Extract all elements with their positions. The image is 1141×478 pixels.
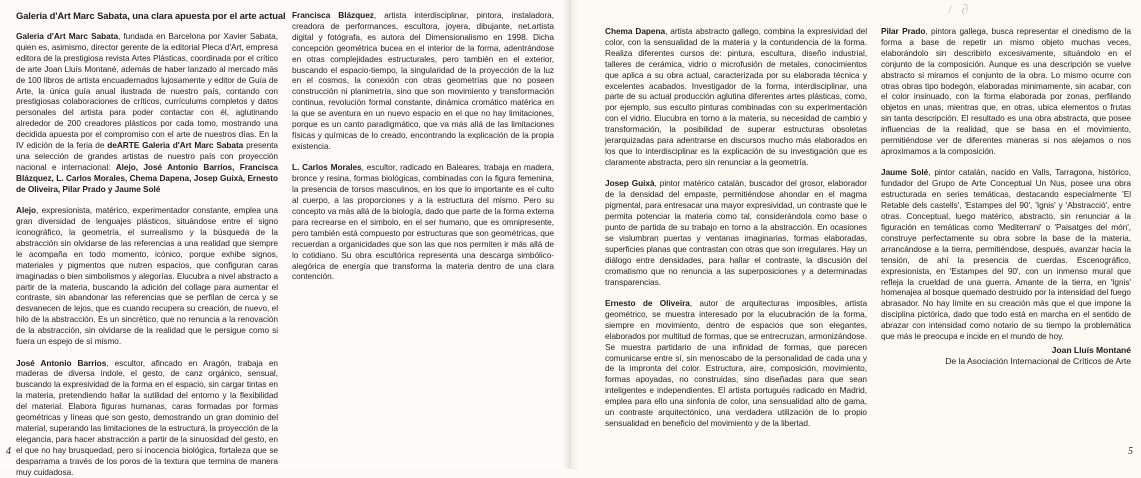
morales-name: L. Carlos Morales — [292, 162, 362, 173]
oliveira-name: Ernesto de Oliveira — [605, 298, 690, 309]
page-number-right: 5 — [1128, 446, 1133, 457]
guixa-name: Josep Guixà — [605, 178, 655, 189]
intro-text-1: , fundada en Barcelona por Xavier Sabata, quien es, asimismo, director gerente de la editorial Pleca d'Art, empresa editora de la prestigiosa revista Artes Plásticas, coordinada por el crítico de arte Joan Lluís Montané, además de haber lanzado al mercado más de 100 libros de artista encuadernados lujosamente y editor de Guía de Arte, la única guía anual ilustrada de nuestro país, contando con prestigiosas colaboraciones de críticos, currículums completos y datos personales del artista para poder contactar con él, aglutinando alrededor de 200 creadores plásticos por cada tomo, mostrando una decidida apuesta por el compromiso con el arte de nuestros días. En la IV edición de la feria de — [16, 31, 279, 151]
left-column-1 — [16, 10, 286, 477]
signature-block — [881, 345, 1131, 367]
alejo-paragraph — [16, 205, 278, 347]
blazquez-paragraph — [292, 10, 554, 152]
prado-name: Pilar Prado — [881, 26, 926, 36]
gallery-name: Galeria d'Art Marc Sabata — [16, 31, 119, 41]
barrios-paragraph — [16, 358, 278, 478]
intro-paragraph — [16, 31, 278, 195]
morales-paragraph — [292, 162, 554, 282]
dapena-name: Chema Dapena — [605, 26, 666, 36]
oliveira-text: , autor de arquitecturas imposibles, artista geométrico, se muestra interesado por la elucubración de la forma, siempre en movimiento, dentro de espacios que son elegantes, elaborados por multitud de formas, que se entrecruzan, armonizándose. Se muestra partidario de una infinidad de formas, que parecen comunicarse entre sí, sin menoscabo de la personalidad de cada una y de la impronta del color. Estructura, aire, composición, movimiento, formas apoyadas, no construidas, sino diseñadas para que sean inteligentes e independientes. El artista portugués radicado en Madrid, emplea para ello una sinfonía de color, una sensualidad alto de gama, un contraste arquitectónico, una verdadera utilización de lo propio sensualidad en beneficio del movimiento y de la libertad. — [605, 298, 868, 428]
barrios-text-part1: , escultor, afincado en Aragón, trabaja en maderas de diversa índole, el gesto, de canz orgánico, sensual, buscando la expresividad de la forma en el espacio, sin cargar tintas en la materia, pretendiendo hallar la sutilidad del entorno y la flexibilidad del material. Elabora figuras humanas, caras formadas por formas geométricas y líneas que son gesto, demostrando un gran dominio del material, superando las limitaciones de la estructura, la proyección de la elegancia, para hacer abstracción a partir de la sinuosidad del gesto, en el que no hay brusquedad, pero sí inocencia biológica, fortaleza que se desparrama a través de los poros de la textura que termina de manera muy cuidadosa. — [16, 357, 278, 477]
sole-name: Jaume Solé — [881, 167, 929, 178]
right-column-2 — [881, 26, 1131, 466]
prado-text: , pintora gallega, busca representar el cinedismo de la forma a base de repetir un mismo objeto muchas veces, elaborándolo sin describirlo excesivamente, situándolo en el conjunto de la composición. Aunque es una descripción se vuelve abstracto si miramos el conjunto de la obra. Lo mismo ocurre con otras obras tipo bodegón, elaboradas minimamente, sin acabar, con el color insinuado, con la forma elaborada por zonas, perfilando objetos en unas, mientras que, en otras, ubica elementos o frutas sin tanta descripción. El resultado es una obra abstracta, que posee influencias de la realidad, que se basa en el movimiento, permitiéndose ver de diferentes maneras si nos alejamos o nos aproximamos a la composición. — [881, 26, 1131, 156]
blazquez-text: , artista interdisciplinar, pintora, instaladora, creadora de performances, escultora, joyera, dibujante, net.artista digital y fotógrafa, es autora del Dimensionalismo en 1998. Dicha concepción geométrica bucea en el interior de la forma, adentrándose en otras complejidades estructurales, pero también en el exterior, buscando el espacio-tiempo, la singularidad de la proyección de la luz en el cosmos, la conexión con otras geometrías que no poseen construcción ni planimetría, sino que son movimiento y transformación continua, revolución formal constante, dinámica cromático matérica en la que se aventura en un nuevo espacio en el que no hay limitaciones, porque es un canto paradigmático, que va más allá de las limitaciones físicas y químicas de lo creado, encontrando la explicación de la propia existencia. — [292, 10, 554, 151]
fair-name: deARTE Galeria d'Art Marc Sabata — [107, 140, 244, 151]
left-page — [0, 0, 570, 477]
barrios-name: José Antonio Barrios — [16, 357, 107, 368]
dapena-text: , artista abstracto gallego, combina la expresividad del color, con la sensualidad de la materia y la contundencia de la forma. Realiza diferentes cursos de: pintura, escultura, diseño industrial, talleres de cerámica, vidrio o microfusión de metales, conocimientos que aplica a su obra actual, caracterizada por su elaborada técnica y excelentes acabados. Investigador de la forma, interdisciplinar, una parte de su actual producción aglutina diferentes artes plásticas, como, por ejemplo, sus esculto pinturas combinadas con su experimentación con el vidrio. Elucubra en torno a la materia, su necesidad de cambio y transformación, la posibilidad de superar estructuras obsoletas jerarquizadas para adentrarse en discursos mucho más elaborados en los que lo interdisciplinar es la explicación de su investigación que es claramente abstracta, pero sin renunciar a la geometría. — [605, 26, 867, 167]
signature-name: Joan Lluís Montané — [1051, 344, 1131, 355]
guixa-text: , pintor matérico catalán, buscador del grosor, elaborador de la densidad del empaste, permitiéndose ahondar en el magma pigmental, para entresacar una mayor expresividad, un contraste que le permita potenciar la materia como tal, considerándola como base o punto de partida de su trabajo en torno a la abstracción. En ocasiones se vislumbran puertas y ventanas imaginarias, formas elaboradas, superficies planas que contrastan con otras que son irregulares. Hay un diálogo entre densidades, para hallar el contraste, la discusión del cromatismo que no renuncia a las superposiciones y a determinadas transparencias. — [605, 178, 867, 287]
dapena-paragraph — [605, 26, 867, 168]
pencil-mark: / ∂ — [948, 3, 972, 18]
artist-list: Alejo, José Antonio Barrios, Francisca Blázquez, L. Carlos Morales, Chema Dapena, Josep Guixà, Ernesto de Oliveira, Pilar Prado y Jaume Solé — [16, 161, 278, 194]
sole-paragraph — [881, 167, 1131, 342]
guixa-paragraph — [605, 178, 867, 287]
right-column-1 — [605, 26, 867, 466]
article-title: Galeria d'Art Marc Sabata, una clara apuesta por el arte actual — [16, 10, 286, 21]
alejo-text: , expresionista, matérico, experimentador constante, emplea una gran diversidad de lenguajes plásticos, situándose entre el signo iconográfico, la geometría, el surrealismo y la búsqueda de la abstracción sin olvidarse de las referencias a una realidad que siempre le acompaña en todo momento, icónico, porque exhibe signos, materiales y pigmentos que nutren espacios, que configuran caras imaginadas o bien simbolismos y alegorías. Elucubra a nivel abstracto a partir de la materia, buscando la adición del collage para aumentar el contraste, sin abandonar las referencias que se perfilan de cerca y se desvanecen de lejos, que es cuando recupera su creación, de nuevo, el hilo de la abstracción. Es un sincrético, que no renuncia a la renovación de la abstracción, sin olvidarse de la realidad que le persigue como si fuera un espejo de sí mismo. — [16, 205, 278, 347]
book-gutter — [562, 0, 578, 469]
page-number-left: 4 — [6, 446, 11, 457]
intro-text-2: presenta una selección de grandes artistas de nuestro país con proyección nacional e internacional: — [16, 140, 278, 172]
signature-affiliation: De la Asociación Internacional de Críticos de Arte — [945, 355, 1131, 366]
left-column-2 — [292, 10, 554, 450]
blazquez-name: Francisca Blázquez — [292, 10, 374, 20]
alejo-name: Alejo — [16, 205, 37, 216]
morales-text: , escultor, radicado en Baleares, trabaja en madera, bronce y resina, formas biológicas, combinadas con la figura femenina, la presencia de torsos masculinos, en los que lo importante es el culto al cuerpo, a las proporciones y a la estructura del mismo. Pero su concepto va más allá de la biología, dado que parte de la forma externa para recrearse en el simbolo, en el ser humano, que es omnipresente, pero también está compuesto por estructuras que son geométricas, que recuerdan a organicidades que son las que nos permiten ir más allá de lo cotidiano. Su obra escultórica representa una descarga simbólico-alegórica de energía que transforma la materia dentro de una clara contención. — [292, 162, 554, 282]
prado-paragraph — [881, 26, 1131, 157]
oliveira-paragraph — [605, 298, 867, 429]
sole-text: , pintor catalán, nacido en Valls, Tarragona, histórico, fundador del Grupo de Arte Conceptual Un Nus, posee una obra estructurada en series temáticas, destacando especialmente 'El Retable dels castells', 'Estampes del 90', 'Ignis' y 'Abstracció', entre otras. Conceptual, luego matérico, abstracto, sin renunciar a la figuración en temáticas como 'Mediterrani' o 'Paisatges del món', construye perfectamente su obra sobre la base de la materia, arrancándose a la tierra, permitiéndose, después, avanzar hacia la tensión, de ahí la presencia de cuerdas. Escenográfico, expresionista, en 'Estampes del 90', con un inmenso mural que refleja la crueldad de una guerra. Amante de la tierra, en 'Ignis' homenajea al bosque quemado destruido por la intensidad del fuego abrasador. No hay límite en su creación más que el que impone la disciplina pictórica, dado que todo está en marcha en el sentido de abrazar con intensidad como notario de su tiempo la problemática que más le preocupa e incide en el mundo de hoy. — [881, 167, 1131, 342]
